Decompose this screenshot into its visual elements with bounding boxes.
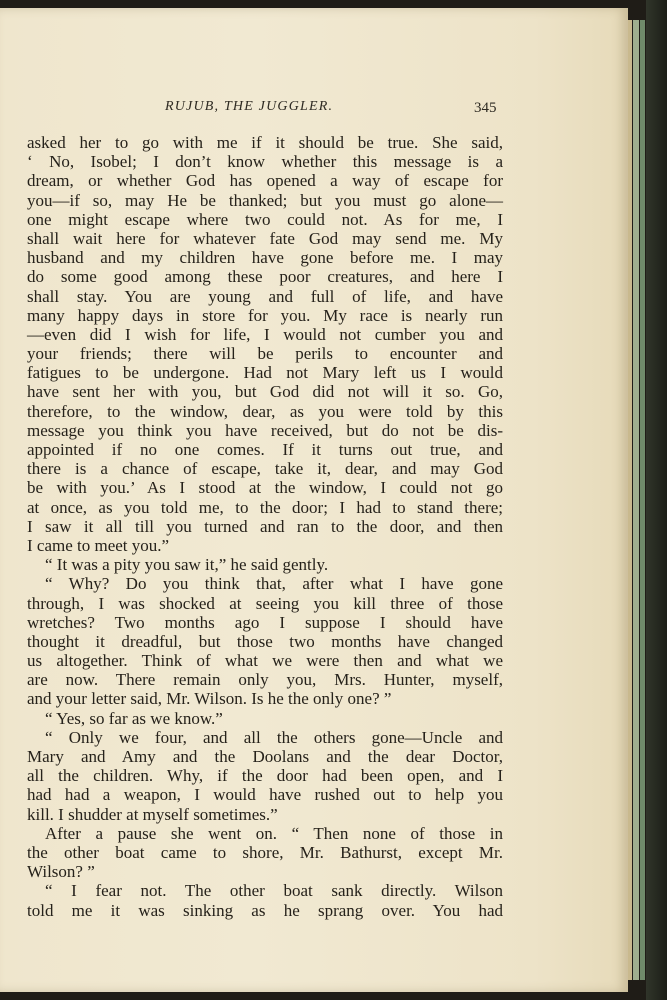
- text-line: at once, as you told me, to the door; I had to stand there;: [27, 497, 503, 517]
- text-line: one might escape where two could not. As for me, I: [27, 209, 503, 229]
- text-line: “ Only we four, and all the others gone—Uncle and: [45, 727, 503, 747]
- text-line: therefore, to the window, dear, as you were told by this: [27, 401, 503, 421]
- text-line: had had a weapon, I would have rushed out to help you: [27, 785, 503, 805]
- text-line: the other boat came to shore, Mr. Bathurst, except Mr.: [27, 842, 503, 862]
- text-line: have sent her with you, but God did not will it so. Go,: [27, 382, 503, 402]
- text-line: be with you.’ As I stood at the window, I could not go: [27, 478, 503, 498]
- text-line: I saw it all till you turned and ran to the door, and then: [27, 516, 503, 536]
- text-line: you—if so, may He be thanked; but you must go alone—: [27, 190, 503, 210]
- text-line: ‘ No, Isobel; I don’t know whether this message is a: [27, 152, 503, 172]
- text-line: your friends; there will be perils to encounter and: [27, 344, 503, 364]
- text-line: dream, or whether God has opened a way of escape for: [27, 171, 503, 191]
- text-line: are now. There remain only you, Mrs. Hunter, myself,: [27, 670, 503, 690]
- body-text: [27, 133, 503, 920]
- text-line: —even did I wish for life, I would not cumber you and: [27, 324, 503, 344]
- text-line: I came to meet you.”: [27, 535, 170, 555]
- page-number: 345: [474, 100, 497, 116]
- text-line: shall stay. You are young and full of life, and have: [27, 286, 503, 306]
- text-line: After a pause she went on. “ Then none of those in: [45, 823, 503, 843]
- text-line: “ I fear not. The other boat sank directly. Wilson: [45, 881, 503, 901]
- page-edges-inner: [633, 20, 639, 980]
- page-edges-dark: [640, 20, 645, 980]
- page-edges: [628, 20, 632, 980]
- text-line: “ It was a pity you saw it,” he said gently.: [45, 555, 329, 575]
- page-paper: [0, 8, 628, 992]
- text-line: asked her to go with me if it should be true. She said,: [27, 133, 503, 152]
- text-line: thought it dreadful, but those two months have changed: [27, 631, 503, 651]
- text-line: Mary and Amy and the Doolans and the dear Doctor,: [27, 747, 503, 766]
- book-cover-edge: [646, 0, 667, 1000]
- text-line: wretches? Two months ago I suppose I should have: [27, 612, 503, 632]
- text-line: kill. I shudder at myself sometimes.”: [27, 804, 278, 824]
- text-line: appointed if no one comes. If it turns out true, and: [27, 440, 503, 459]
- text-line: “ Why? Do you think that, after what I have gone: [45, 574, 503, 594]
- text-line: husband and my children have gone before me. I may: [27, 248, 503, 268]
- running-title: RUJUB, THE JUGGLER.: [165, 99, 334, 114]
- text-line: fatigues to be undergone. Had not Mary left us I would: [27, 363, 503, 383]
- text-line: and your letter said, Mr. Wilson. Is he the only one? ”: [27, 689, 392, 709]
- text-line: shall wait here for whatever fate God may send me. My: [27, 228, 503, 248]
- text-line: through, I was shocked at seeing you kill three of those: [27, 593, 503, 613]
- text-line: Wilson? ”: [27, 862, 95, 882]
- running-header: [0, 99, 628, 119]
- text-line: us altogether. Think of what we were then and what we: [27, 651, 503, 671]
- text-line: message you think you have received, but do not be dis-: [27, 420, 503, 440]
- text-line: many happy days in store for you. My race is nearly run: [27, 305, 503, 325]
- text-line: there is a chance of escape, take it, dear, and may God: [27, 459, 503, 479]
- text-line: “ Yes, so far as we know.”: [45, 708, 223, 728]
- text-line: told me it was sinking as he sprang over. You had: [27, 900, 503, 920]
- text-line: do some good among these poor creatures, and here I: [27, 267, 503, 287]
- text-line: all the children. Why, if the door had been open, and I: [27, 766, 503, 786]
